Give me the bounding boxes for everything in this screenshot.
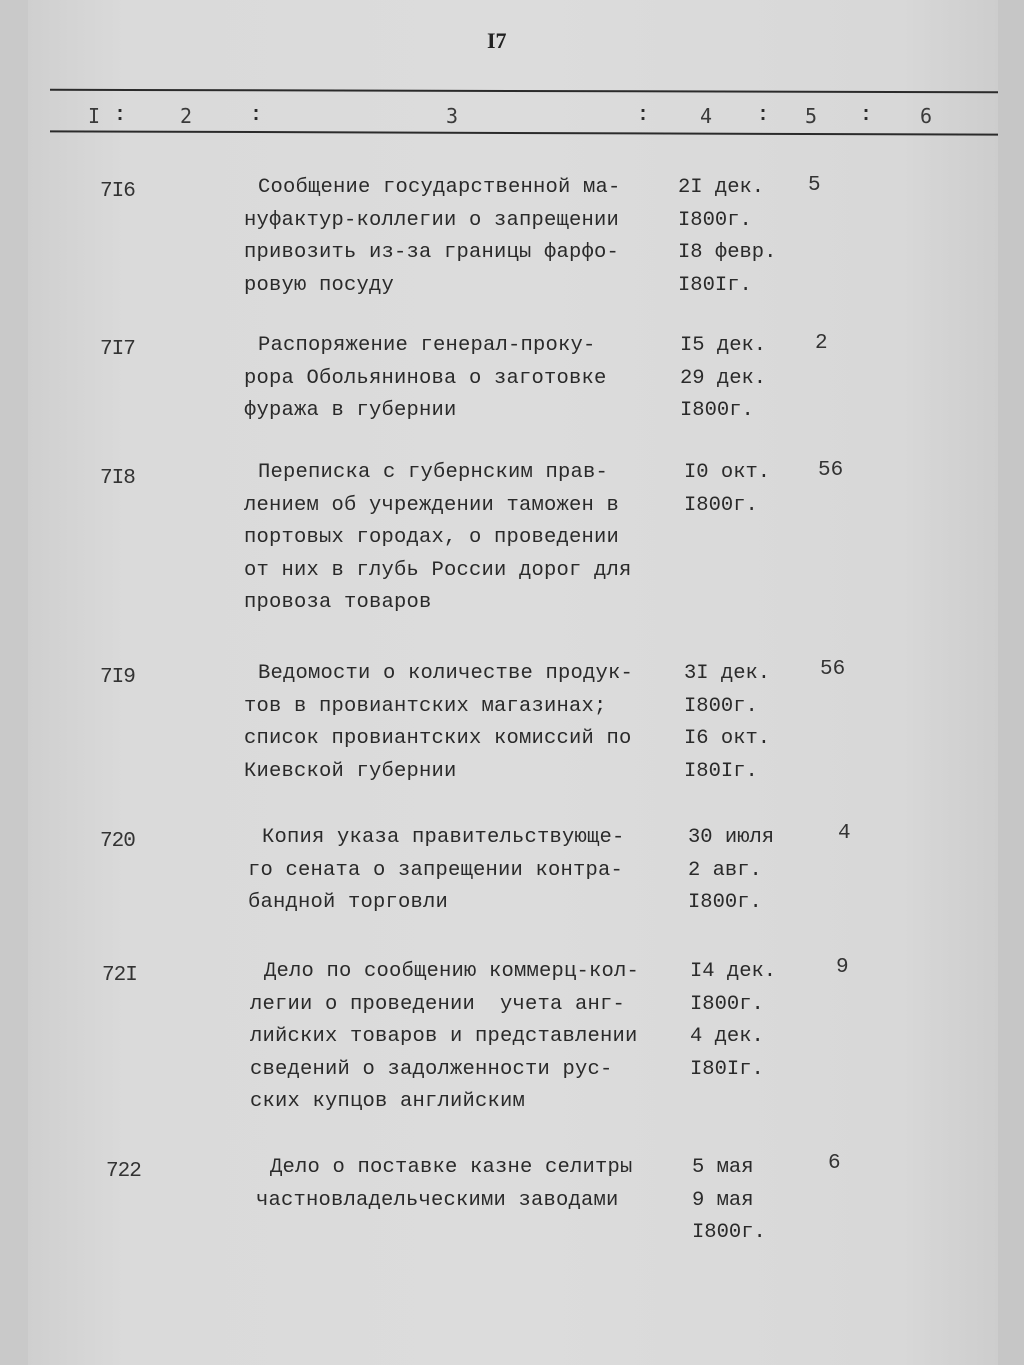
column-separator: :: [250, 104, 263, 127]
date-line: I800г.: [692, 1221, 766, 1244]
entry-page-count: 56: [818, 459, 844, 482]
date-line: I80Iг.: [678, 273, 752, 297]
description-line: лением об учреждении таможен в: [244, 493, 620, 517]
date-line: I5 дек.: [680, 334, 767, 357]
entry-page-count: 4: [838, 822, 851, 845]
date-line: I80Iг.: [684, 759, 758, 783]
entry-dates: [684, 457, 794, 522]
date-line: 30 июля: [688, 826, 775, 849]
column-header-1: I: [88, 104, 101, 128]
date-line: 2I дек.: [678, 176, 765, 199]
entry-number: 72I: [102, 964, 137, 987]
description-line: го сената о запрещении контра-: [248, 858, 624, 882]
page-number: I7: [487, 28, 507, 53]
date-line: I0 окт.: [684, 461, 771, 484]
description-line: частновладельческими заводами: [256, 1188, 619, 1212]
date-line: 2 авг.: [688, 858, 762, 882]
description-line: фуража в губернии: [244, 399, 457, 422]
entry-description: [244, 330, 684, 428]
page-edge-shadow: [998, 0, 1024, 1365]
date-line: I4 дек.: [690, 960, 777, 983]
date-line: I800г.: [678, 208, 752, 232]
column-separator: :: [757, 104, 770, 127]
column-header-6: 6: [920, 104, 933, 128]
entry-description: [256, 1152, 696, 1217]
description-line: легии о проведении учета анг-: [250, 992, 626, 1016]
column-separator: :: [114, 104, 127, 127]
description-line: Киевской губернии: [244, 759, 457, 783]
entry-number: 7I6: [100, 180, 135, 203]
entry-dates: [680, 330, 790, 428]
date-line: 4 дек.: [690, 1025, 764, 1048]
entry-number: 7I7: [100, 338, 135, 361]
description-line: привозить из-за границы фарфо-: [244, 241, 620, 264]
description-line: Копия указа правительствующе-: [262, 826, 625, 849]
description-line: портовых городах, о проведении: [244, 526, 620, 549]
date-line: 3I дек.: [684, 662, 771, 685]
column-separator: :: [637, 104, 650, 127]
date-line: I800г.: [684, 493, 758, 517]
description-line: Дело по сообщению коммерц-кол-: [264, 960, 640, 983]
description-line: рора Обольянинова о заготовке: [244, 366, 607, 390]
entry-description: [250, 956, 690, 1119]
entry-page-count: 2: [815, 332, 828, 355]
entry-page-count: 5: [808, 174, 821, 197]
date-line: I800г.: [684, 694, 758, 718]
description-line: Распоряжение генерал-проку-: [258, 334, 596, 357]
description-line: тов в провиантских магазинах;: [244, 694, 607, 718]
entry-page-count: 6: [828, 1152, 841, 1175]
entry-number: 7I9: [100, 666, 135, 689]
entry-page-count: 56: [820, 658, 846, 681]
date-line: I800г.: [690, 992, 764, 1016]
entry-description: [244, 172, 684, 302]
date-line: I800г.: [688, 891, 762, 914]
entry-number: 720: [100, 830, 135, 853]
entry-number: 7I8: [100, 467, 135, 490]
entry-dates: [678, 172, 788, 302]
description-line: сведений о задолженности рус-: [250, 1057, 613, 1081]
entry-dates: [692, 1152, 802, 1250]
column-header-4: 4: [700, 104, 713, 128]
column-separator: :: [860, 104, 873, 127]
entry-description: [244, 457, 684, 620]
entry-dates: [690, 956, 800, 1086]
entry-number: 722: [106, 1160, 141, 1183]
description-line: Сообщение государственной ма-: [258, 176, 621, 199]
date-line: I8 февр.: [678, 241, 777, 264]
date-line: I6 окт.: [684, 727, 771, 750]
description-line: список провиантских комиссий по: [244, 727, 632, 750]
description-line: ровую посуду: [244, 273, 395, 297]
entry-description: [244, 658, 684, 788]
entry-dates: [688, 822, 798, 920]
description-line: от них в глубь России дорог для: [244, 558, 632, 582]
date-line: 9 мая: [692, 1188, 754, 1212]
description-line: нуфактур-коллегии о запрещении: [244, 208, 620, 232]
description-line: ских купцов английским: [250, 1090, 526, 1113]
entry-page-count: 9: [836, 956, 849, 979]
date-line: I800г.: [680, 399, 754, 422]
description-line: провоза товаров: [244, 591, 432, 614]
description-line: бандной торговли: [248, 891, 449, 914]
column-header-2: 2: [180, 104, 193, 128]
description-line: Дело о поставке казне селитры: [270, 1156, 633, 1179]
description-line: лийских товаров и представлении: [250, 1025, 638, 1048]
date-line: 29 дек.: [680, 366, 767, 390]
entry-dates: [684, 658, 794, 788]
column-header-5: 5: [805, 104, 818, 128]
date-line: 5 мая: [692, 1156, 754, 1179]
column-header-3: 3: [446, 104, 459, 128]
entry-description: [248, 822, 688, 920]
description-line: Переписка с губернским прав-: [258, 461, 609, 484]
date-line: I80Iг.: [690, 1057, 764, 1081]
description-line: Ведомости о количестве продук-: [258, 662, 634, 685]
